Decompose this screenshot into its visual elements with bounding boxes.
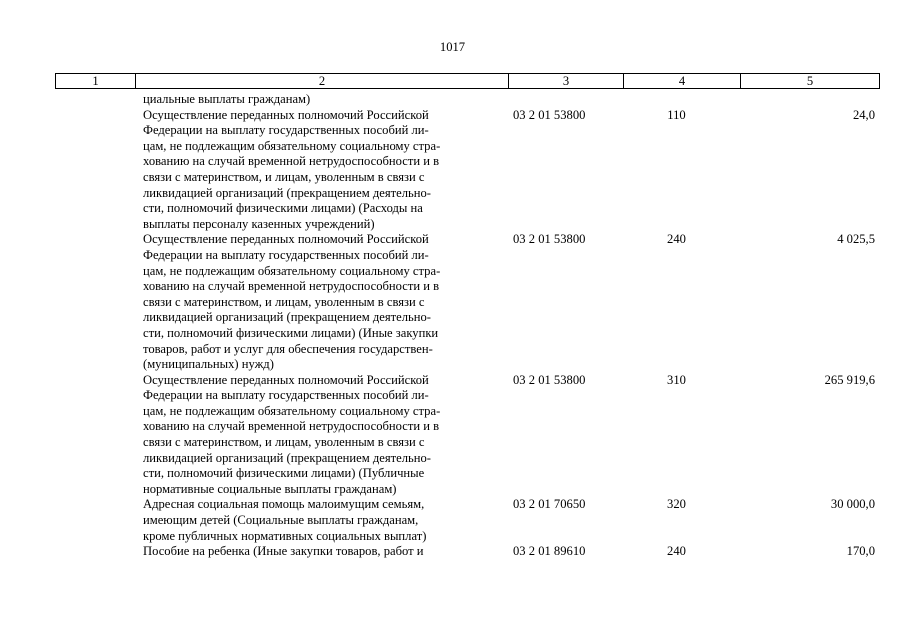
row-type: 320: [667, 497, 686, 512]
row-amount: 265 919,6: [824, 372, 875, 387]
row-type: 240: [667, 232, 686, 247]
row-number-cell: [55, 373, 135, 498]
row-number-cell: [55, 232, 135, 372]
table-header: [55, 73, 880, 89]
row-amount: 170,0: [846, 544, 875, 559]
row-description: Пособие на ребенка (Иные закупки товаров, работ и: [143, 544, 424, 559]
row-amount: 24,0: [852, 107, 875, 122]
row-description: Адресная социальная помощь малоимущим семьям, имеющим детей (Социальные выплаты гражданам, кроме публичных нормативных социальных выплат): [143, 497, 427, 543]
row-code: [508, 92, 623, 108]
row-type: 240: [667, 544, 686, 559]
row-code: 03 2 01 53800: [513, 107, 586, 122]
table-row: [55, 92, 880, 108]
header-col-5: 5: [806, 74, 814, 88]
row-amount: 4 025,5: [837, 232, 875, 247]
table-row: [55, 108, 880, 233]
row-type: [623, 92, 740, 108]
row-code: 03 2 01 53800: [513, 372, 586, 387]
header-col-1: 1: [56, 74, 136, 88]
row-number-cell: [55, 92, 135, 108]
row-description: Осуществление переданных полномочий Российской Федерации на выплату государственных пособий ли- цам, не подлежащим обязательному социальному стра- хованию на случай временной нетрудоспособности и в связи с материнством, и лицам, уволенным в связи с ликвидацией организаций (прекращением деятельно- сти, полномочий физическими лицами) (Публичные нормативные социальные выплаты гражданам): [143, 372, 441, 496]
page-number: 1017: [439, 40, 466, 54]
table-row: [55, 497, 880, 544]
row-amount: 30 000,0: [830, 497, 875, 512]
row-description: циальные выплаты гражданам): [143, 92, 311, 106]
header-col-2: 2: [136, 74, 509, 88]
row-number-cell: [55, 108, 135, 233]
row-amount: [740, 92, 880, 108]
row-type: 310: [667, 372, 686, 387]
row-code: 03 2 01 53800: [513, 232, 586, 247]
header-col-4: 4: [624, 74, 741, 88]
row-description: Осуществление переданных полномочий Российской Федерации на выплату государственных пособий ли- цам, не подлежащим обязательному социальному стра- хованию на случай временной нетрудоспособности и в связи с материнством, и лицам, уволенным в связи с ликвидацией организаций (прекращением деятельно- сти, полномочий физическими лицами) (Иные закупки товаров, работ и услуг для обеспечения государствен- (муниципальных) нужд): [143, 232, 441, 372]
row-type: 110: [667, 107, 686, 122]
row-number-cell: [55, 497, 135, 544]
row-number-cell: [55, 544, 135, 560]
header-col-3: 3: [509, 74, 624, 88]
table-row: [55, 232, 880, 372]
row-code: 03 2 01 89610: [513, 544, 586, 559]
table-body: [55, 92, 880, 560]
row-description: Осуществление переданных полномочий Российской Федерации на выплату государственных пособий ли- цам, не подлежащим обязательному социальному стра- хованию на случай временной нетрудоспособности и в связи с материнством, и лицам, уволенным в связи с ликвидацией организаций (прекращением деятельно- сти, полномочий физическими лицами) (Расходы на выплаты персоналу казенных учреждений): [143, 107, 441, 231]
table-row: [55, 544, 880, 560]
row-code: 03 2 01 70650: [513, 497, 586, 512]
table-row: [55, 373, 880, 498]
